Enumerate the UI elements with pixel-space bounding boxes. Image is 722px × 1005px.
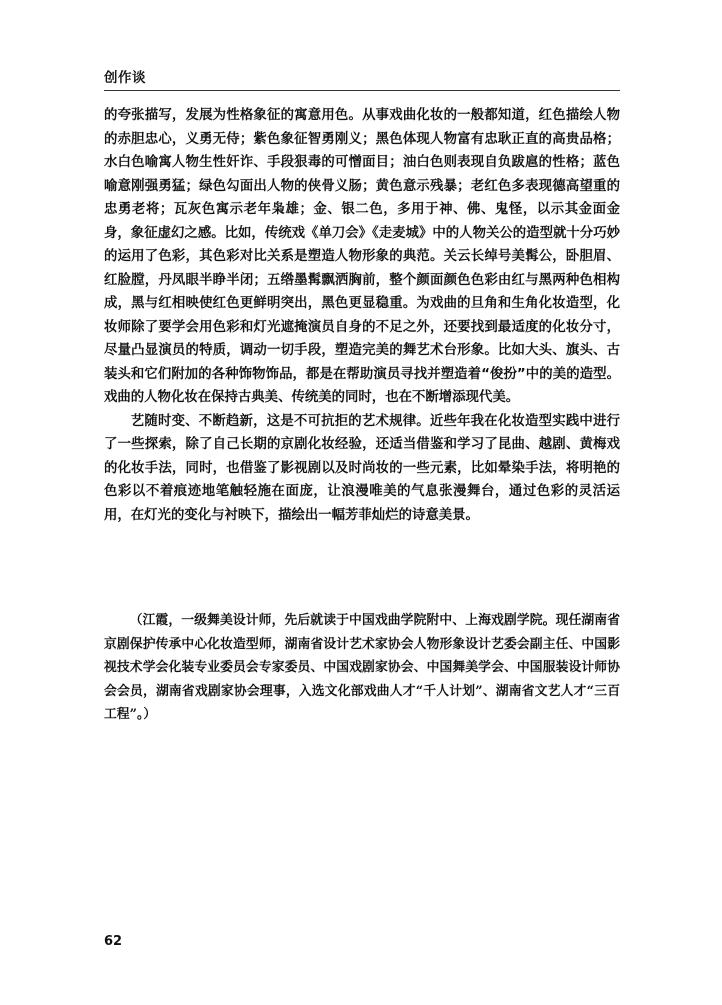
- author-bio: （江霞，一级舞美设计师，先后就读于中国戏曲学院附中、上海戏剧学院。现任湖南省京剧保护传承中心化妆造型师，湖南省设计艺术家协会人物形象设计艺委会副主任、中国影视技术学会化装专业委员会专家委员、中国戏剧家协会、中国舞美学会、中国服装设计师协会会员，湖南省戏剧家协会理事，入选文化部戏曲人才“千人计划”、湖南省文艺人才“三百工程”。）: [104, 613, 620, 722]
- article-body: [104, 104, 620, 527]
- running-header: [104, 66, 620, 91]
- body-paragraph-1: 的夸张描写，发展为性格象征的寓意用色。从事戏曲化妆的一般都知道，红色描绘人物的赤胆忠心，义勇无侍；紫色象征智勇刚义；黑色体现人物富有忠耿正直的高贵品格；水白色喻寓人物生性奸诈、手段狠毒的可憎面目；油白色则表现自负跋扈的性格；蓝色喻意刚强勇猛；绿色勾面出人物的侠骨义肠；黄色意示残暴；老红色多表现德高望重的忠勇老将；瓦灰色寓示老年枭雄；金、银二色，多用于神、佛、鬼怪，以示其金面金身，象征虚幻之感。比如，传统戏《单刀会》《走麦城》中的人物关公的造型就十分巧妙的运用了色彩，其色彩对比关系是塑造人物形象的典范。关云长绰号美髯公，卧胆眉、红脸膛，丹凤眼半睁半闭；五绺墨髯飘洒胸前，整个颜面颜色色彩由红与黑两种色相构成，黑与红相映使红色更鲜明突出，黑色更显稳重。为戏曲的旦角和生角化妆造型，化妆师除了要学会用色彩和灯光遮掩演员自身的不足之外，还要找到最适度的化妆分寸，尽量凸显演员的特质，调动一切手段，塑造完美的舞艺术台形象。比如大头、旗头、古装头和它们附加的各种饰物饰品，都是在帮助演员寻找并塑造着“俊扮”中的美的造型。戏曲的人物化妆在保持古典美、传统美的同时，也在不断增添现代美。: [104, 108, 620, 405]
- body-paragraph-2: 艺随时变、不断趋新，这是不可抗拒的艺术规律。近些年我在化妆造型实践中进行了一些探索，除了自己长期的京剧化妆经验，还适当借鉴和学习了昆曲、越剧、黄梅戏的化妆手法，同时，也借鉴了影视剧以及时尚妆的一些元素，比如晕染手法，将明艳的色彩以不着痕迹地笔触轻施在面庞，让浪漫唯美的气息张漫舞台，通过色彩的灵活运用，在灯光的变化与衬映下，描绘出一幅芳菲灿烂的诗意美景。: [104, 413, 620, 523]
- page-number: 62: [104, 934, 123, 949]
- section-title: 创作谈: [104, 70, 146, 86]
